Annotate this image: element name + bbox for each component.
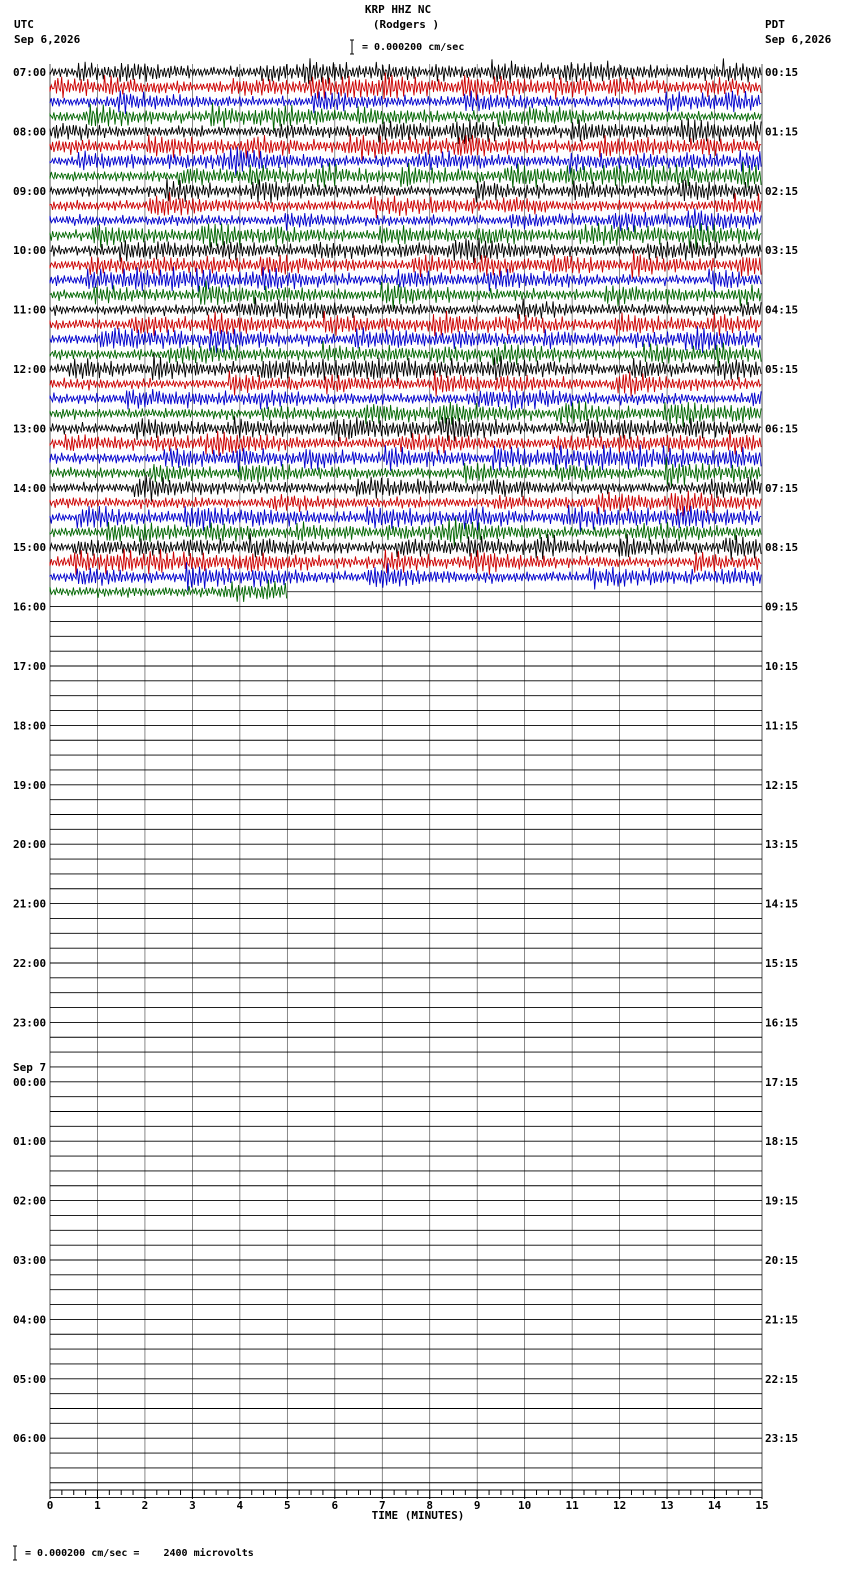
utc-hour-label: 16:00 (13, 600, 47, 614)
pdt-hour-label: 08:15 (765, 541, 799, 555)
pdt-hour-label: 02:15 (765, 184, 799, 198)
pdt-hour-label: 20:15 (765, 1254, 799, 1267)
trace-line (50, 416, 761, 441)
x-tick-label: 9 (473, 1499, 481, 1512)
trace-line (50, 58, 761, 84)
pdt-hour-label: 13:15 (765, 838, 799, 852)
utc-hour-label: 15:00 (13, 541, 47, 555)
x-tick-label: 7 (378, 1499, 386, 1512)
x-tick-label: 8 (426, 1499, 434, 1512)
pdt-hour-label: 16:15 (765, 1016, 799, 1030)
station-location: (Rodgers ) (372, 18, 440, 31)
utc-hour-label: 18:00 (13, 719, 47, 733)
left-timezone: UTC (14, 18, 34, 31)
footer-scale-bar-icon (13, 1546, 17, 1560)
x-tick-label: 3 (189, 1499, 196, 1512)
trace-line (50, 192, 761, 218)
utc-hour-label: 14:00 (13, 481, 47, 495)
pdt-hour-label: 01:15 (765, 125, 799, 139)
pdt-hour-label: 22:15 (765, 1372, 799, 1386)
footer-scale-text: = 0.000200 cm/sec = 2400 microvolts (25, 1548, 254, 1559)
x-axis-label: TIME (MINUTES) (371, 1509, 465, 1522)
utc-hour-label: 09:00 (13, 184, 47, 198)
pdt-hour-label: 14:15 (765, 897, 799, 911)
x-tick-label: 5 (284, 1499, 291, 1512)
pdt-hour-label: 18:15 (765, 1135, 799, 1149)
x-tick-label: 6 (331, 1499, 339, 1512)
scale-text: = 0.000200 cm/sec (362, 42, 465, 53)
pdt-hour-label: 09:15 (765, 600, 799, 614)
scale-bar-icon (350, 40, 354, 54)
x-tick-label: 15 (755, 1499, 769, 1512)
pdt-hour-label: 05:15 (765, 363, 799, 376)
trace-line (50, 281, 761, 310)
utc-hour-label: 02:00 (13, 1194, 47, 1208)
utc-hour-label: 05:00 (13, 1372, 47, 1386)
utc-hour-label: 13:00 (13, 422, 47, 436)
pdt-hour-label: 10:15 (765, 660, 799, 673)
utc-hour-label: 17:00 (13, 660, 47, 673)
trace-line (50, 389, 761, 410)
x-tick-label: 2 (141, 1499, 149, 1512)
utc-hour-label: 06:00 (13, 1432, 47, 1446)
pdt-hour-label: 23:15 (765, 1432, 799, 1446)
pdt-hour-label: 06:15 (765, 422, 799, 436)
pdt-hour-label: 21:15 (765, 1313, 799, 1327)
trace-line (50, 103, 761, 131)
utc-hour-label: 23:00 (13, 1016, 47, 1030)
pdt-hour-label: 00:15 (765, 66, 799, 79)
utc-hour-label: 00:00 (13, 1075, 47, 1089)
utc-hour-label: 04:00 (13, 1313, 47, 1327)
utc-hour-label: 11:00 (13, 303, 47, 317)
right-timezone: PDT (765, 18, 785, 31)
x-tick-label: 14 (707, 1499, 722, 1512)
pdt-hour-label: 19:15 (765, 1194, 799, 1208)
utc-hour-label: 19:00 (13, 778, 47, 792)
pdt-hour-label: 07:15 (765, 481, 799, 495)
day-change-label: Sep 7 (13, 1060, 47, 1074)
utc-hour-label: 22:00 (13, 957, 47, 970)
trace-line (50, 549, 761, 576)
x-tick-label: 0 (46, 1499, 54, 1512)
x-tick-label: 4 (236, 1499, 244, 1512)
station-title: KRP HHZ NC (364, 3, 432, 16)
pdt-hour-label: 15:15 (765, 957, 799, 970)
utc-hour-label: 12:00 (13, 363, 47, 376)
x-tick-label: 13 (660, 1499, 674, 1512)
utc-hour-label: 10:00 (13, 244, 47, 258)
utc-hour-label: 01:00 (13, 1135, 47, 1149)
utc-hour-label: 20:00 (13, 838, 47, 852)
pdt-hour-label: 03:15 (765, 244, 799, 258)
trace-line (50, 267, 761, 292)
trace-line (50, 326, 761, 353)
pdt-hour-label: 17:15 (765, 1075, 799, 1089)
left-date: Sep 6,2026 (14, 33, 81, 46)
trace-line (50, 162, 761, 188)
x-tick-label: 10 (518, 1499, 532, 1512)
utc-hour-label: 21:00 (13, 897, 47, 911)
pdt-hour-label: 04:15 (765, 303, 799, 317)
pdt-hour-label: 12:15 (765, 778, 799, 792)
right-date: Sep 6,2026 (765, 33, 832, 46)
pdt-hour-label: 11:15 (765, 719, 799, 733)
utc-hour-label: 08:00 (13, 125, 47, 139)
trace-line (50, 91, 761, 115)
trace-line (50, 475, 761, 502)
x-tick-label: 1 (94, 1499, 101, 1512)
utc-hour-label: 03:00 (13, 1254, 47, 1267)
x-tick-label: 12 (612, 1499, 627, 1512)
utc-hour-label: 07:00 (13, 66, 47, 79)
trace-line (50, 354, 761, 384)
x-tick-label: 11 (565, 1499, 579, 1512)
